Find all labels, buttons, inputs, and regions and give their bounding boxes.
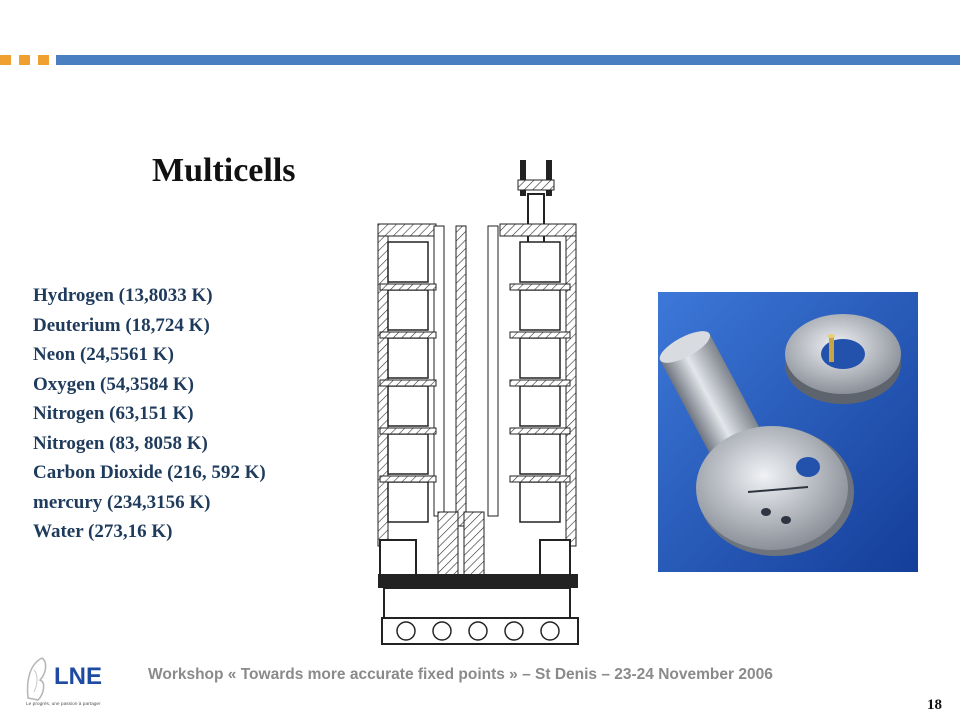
gas-item: Neon (24,5561 K) <box>33 344 174 365</box>
accent-square <box>0 55 11 65</box>
multicell-cross-section-drawing <box>360 150 590 650</box>
gas-item: mercury (234,3156 K) <box>33 491 211 513</box>
logo-text: LNE <box>54 663 102 690</box>
slide-title: Multicells <box>152 152 296 189</box>
gas-item: Hydrogen (13,8033 K) <box>33 285 213 306</box>
accent-square <box>38 55 49 65</box>
accent-square <box>19 55 30 65</box>
gas-item: Water (273,16 K) <box>33 521 173 542</box>
multicell-photo <box>658 292 918 572</box>
page-number: 18 <box>927 697 942 713</box>
gas-item: Nitrogen (83, 8058 K) <box>33 432 208 454</box>
footer-text: Workshop « Towards more accurate fixed points » – St Denis – 23-24 November 2006 <box>148 666 773 683</box>
gas-item: Carbon Dioxide (216, 592 K) <box>33 462 266 483</box>
gas-item: Oxygen (54,3584 K) <box>33 373 194 395</box>
lne-logo <box>20 650 140 708</box>
gas-item: Deuterium (18,724 K) <box>33 314 210 336</box>
gas-item: Nitrogen (63,151 K) <box>33 403 194 424</box>
top-accent-bar <box>0 55 960 65</box>
accent-line <box>56 55 960 65</box>
logo-tagline: Le progrès, une passion à partager <box>26 702 101 707</box>
gas-list <box>33 281 266 547</box>
